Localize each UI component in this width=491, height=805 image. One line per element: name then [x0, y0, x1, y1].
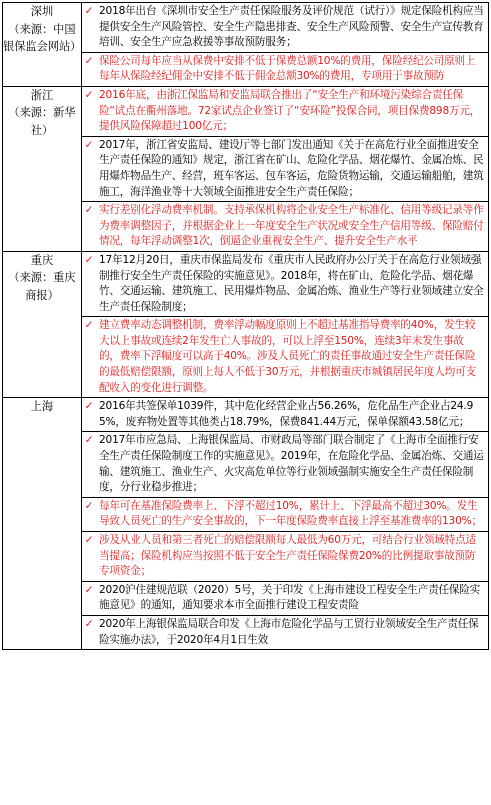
region-row: [3, 3, 489, 87]
policy-item-text: 17年12月20日，重庆市保监局发布《重庆市人民政府办公厅关于在高危行业领域强制推行安全生产责任保险的实施意见》。2018年，将在矿山、危险化学品、烟花爆竹、交通运输、建筑施工、民用爆炸物品、金属冶炼、渔业生产等行业领域建立安全生产责任保险制度；: [99, 253, 484, 313]
region-cell: [3, 3, 82, 87]
region-cell: [3, 86, 82, 251]
policy-items-cell: [82, 86, 489, 251]
policy-item-text-highlight: 保险公司每年应当从保费中安排不低于保费总额10%的费用，保险经纪公司原则上每年从保险经纪佣金中安排不低于佣金总额30%的费用，专项用于事故预防: [99, 54, 476, 83]
checkmark-icon: ✓: [84, 319, 94, 332]
policy-document: [0, 2, 491, 805]
policy-item: [82, 497, 488, 531]
region-row: [3, 251, 489, 397]
policy-item-text: 2018年出台《深圳市安全生产责任保险服务及评价规范（试行）》规定保险机构应当提供安全生产风险管控、安全生产隐患排查、安全生产风险预警、安全生产宣传教育培训、安全生产应急救援等事故预防服务；: [99, 5, 484, 49]
checkmark-icon: ✓: [84, 54, 94, 67]
policy-item: [82, 615, 488, 649]
checkmark-icon: ✓: [84, 617, 94, 630]
region-name: 深圳: [30, 5, 54, 18]
region-name: 重庆: [30, 253, 54, 267]
policy-item: [82, 3, 488, 52]
policy-item-text-highlight: 实行差别化浮动费率机制。支持承保机构将企业安全生产标准化、信用等级记录等作为费率调整因子，并根据企业上一年度安全生产状况或安全生产信用等级、保险赔付情况，每年浮动调整1次，倒逼企业重视安全生产、提升安全生产水平: [99, 204, 484, 248]
checkmark-icon: ✓: [84, 138, 94, 151]
checkmark-icon: ✓: [84, 204, 94, 217]
policy-item-text-highlight: 涉及从业人员和第三者死亡的赔偿限额每人最低为60万元，可结合行业领域特点适当提高；保险机构应当按照不低于安全生产责任保险保费20%的比例提取事故预防专项资金；: [99, 534, 476, 578]
checkmark-icon: ✓: [84, 88, 94, 101]
checkmark-icon: ✓: [84, 253, 94, 266]
policy-item-text: 2017年市应急局、上海银保监局、市财政局等部门联合制定了《上海市全面推行安全生产责任保险制度工作的实施意见》。2019年，在危险化学品、金属冶炼、交通运输、建筑施工、渔业生产、火灾高危单位等行业领域强制实施安全生产责任保险制度，分行业稳步推进；: [99, 434, 484, 494]
policy-item: [82, 581, 488, 615]
policy-item: [82, 398, 488, 431]
checkmark-icon: ✓: [84, 400, 94, 413]
policy-item: [82, 201, 488, 251]
policy-item: [82, 52, 488, 86]
policy-item-text: 2020沪住建规范联（2020）5号，关于印发《上海市建设工程安全生产责任保险实施意见》的通知，通知要求本市全面推行建设工程安责险: [99, 583, 481, 612]
policy-item: [82, 316, 488, 397]
region-cell: [3, 251, 82, 397]
policy-table: [2, 2, 489, 650]
region-cell: [3, 398, 82, 650]
policy-table-body: [3, 3, 489, 650]
policy-item: [82, 431, 488, 496]
policy-item-text: 2017年，浙江省安监局、建设厅等七部门发出通知《关于在高危行业全面推进安全生产责任保险的通知》规定，浙江省在矿山、危险化学品、烟花爆竹、金属冶炼、民用爆炸物品生产、经营，班车客运、包车客运，危险货物运输，交通运输船舶，建筑施工，海洋渔业等十大领域全面推进安全生产责任保险；: [99, 138, 484, 198]
region-source: （来源：重庆商报）: [8, 271, 76, 302]
region-source: （来源：新华社）: [8, 106, 76, 137]
region-source: （来源：中国银保监会网站）: [3, 22, 82, 53]
policy-item-text-highlight: 建立费率动态调整机制，费率浮动幅度原则上不超过基准指导费率的40%，发生较大以上事故或连续2年发生亡人事故的，可以上浮至150%，连续3年未发生事故的，费率下浮幅度可以高于40%。涉及人员死亡的责任事故通过安全生产责任保险的最低赔偿限额，原则上每人不低于30万元，并根据重庆市城镇居民年度人均可支配收入的变化进行调整。: [99, 319, 476, 394]
region-name: 浙江: [30, 88, 54, 102]
region-row: [3, 398, 489, 650]
policy-item: [82, 531, 488, 581]
checkmark-icon: ✓: [84, 499, 94, 512]
policy-items-cell: [82, 398, 489, 650]
region-row: [3, 86, 489, 251]
checkmark-icon: ✓: [84, 583, 94, 596]
policy-item: [82, 87, 488, 136]
policy-item-text-highlight: 2016年底，由浙江保监局和安监局联合推出了“安全生产和环境污染综合责任保险”试点在衢州落地。72家试点企业签订了“安环险”投保合同，项目保费898万元，提供风险保障超过100亿元；: [99, 88, 481, 133]
region-name: 上海: [30, 400, 54, 414]
policy-item: [82, 252, 488, 316]
checkmark-icon: ✓: [84, 434, 94, 447]
policy-item-text: 2020年上海银保监局联合印发《上海市危险化学品与工贸行业领域安全生产责任保险实施办法》，于2020年4月1日生效: [99, 617, 479, 646]
policy-item: [82, 136, 488, 201]
policy-items-cell: [82, 3, 489, 87]
policy-item-text-highlight: 每年可在基准保险费率上、下浮不超过10%，累计上、下浮最高不超过30%。发生导致人员死亡的生产安全事故的，下一年度保险费率直接上浮至基准费率的130%；: [99, 499, 482, 528]
policy-items-cell: [82, 251, 489, 397]
policy-item-text: 2016年共签保单1039件，其中危化经营企业占56.26%，危化品生产企业占24.95%，废弃物处置等其他类占18.79%，保费841.44万元，保单保额43.58亿元；: [99, 400, 474, 428]
checkmark-icon: ✓: [84, 5, 94, 17]
checkmark-icon: ✓: [84, 534, 94, 546]
